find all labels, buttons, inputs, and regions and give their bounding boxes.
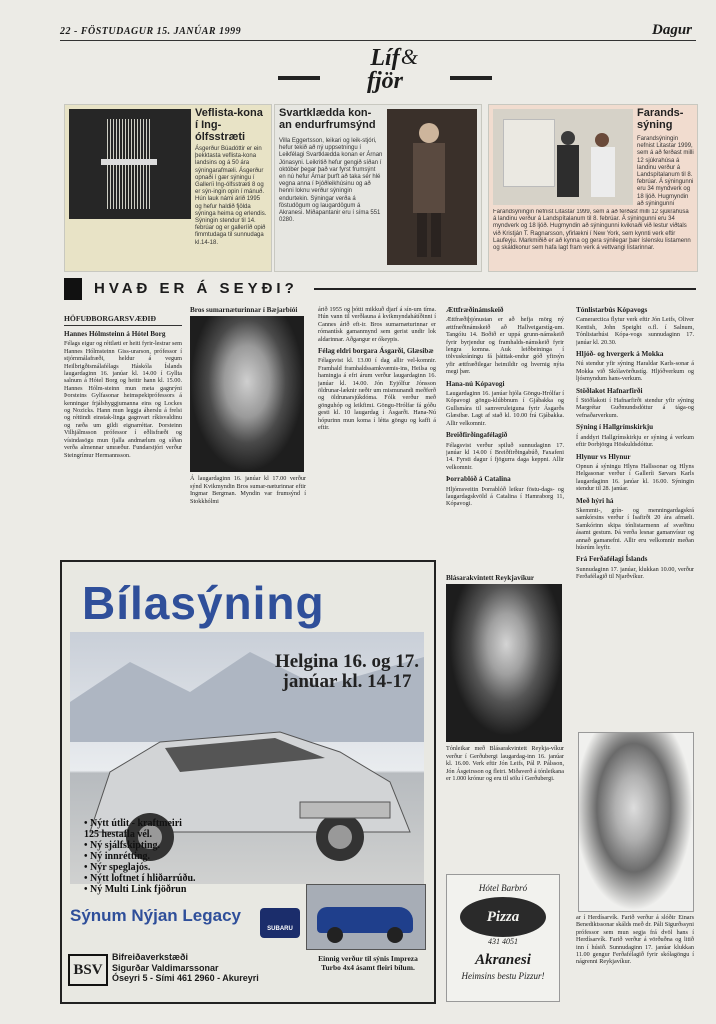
event-title: Breiðfirðingafélagið [446, 431, 508, 440]
column-2 [190, 306, 306, 556]
event-body: Í anddyri Hallgrímskirkju er sýning á verkum eftir Þorbjörgu Höskuldsdóttur. [576, 433, 694, 449]
pizza-hotel: Hótel Barbró [478, 883, 528, 893]
feature-body: Ásgerður Búadóttir er ein þekktasta veflista-kona landsins og á 50 ára sýningarafmæli. Ásgerður opnaði í gær sýningu í Galleríi Ing-ólfsstræti 8 og er sýn-ingin opin í mánuð. Hún lauk námi árið 1995 og hefur haldið fjölda sýninga heima og erlendis. Sýningin stendur til 14. febrúar og er gallerííð opið fimmtudaga til sunnudaga kl.14-18. [195, 146, 267, 246]
events-banner-title: HVAÐ ER Á SEYÐI? [94, 280, 298, 297]
pizza-advert [446, 874, 560, 1002]
advert-features [84, 818, 196, 895]
theatre-photo [387, 109, 477, 265]
feature-body: Villa Eggertsson, leikari og leik-stjóri, hefur tekið að ný uppsetningu í Leikfélagi Svartklædda konan er Árnan Jónasyni. Leikritið hefur gengið síðan í október þegar það var fyrst frumsýnt en nú hefur Árnar þurft að taka sér hlé vegna anna í Þjóðleikhúsinu og að henni loknu verður sýningin endurtekin. Sýningar verða á föstudögum og laugardögum á Akranesi. Miðapantanir eru í síma 551 0280. [279, 138, 383, 224]
event-title: Hannes Hólmsteinn á Hótel Borg [64, 330, 166, 338]
impreza-photo [306, 884, 426, 950]
feature-line: • Nýtt loftnet í hliðarrúðu. [84, 873, 196, 884]
banner-rule [314, 288, 696, 290]
pizza-phone: 431 4051 [488, 937, 518, 946]
musician-photo [446, 584, 562, 742]
column-3 [318, 306, 436, 556]
dealer-line: Sigurðar Valdimarssonar [112, 962, 219, 973]
weaving-photo [69, 109, 191, 219]
impreza-note: Einnig verður til sýnis Impreza Turbo 4x4 ásamt fleiri bílum. [318, 954, 418, 972]
event-body: Ættfræðiþjónustan er að hefja mörg ný ættfræðinámskeið að Hallveigarstíg-um. Tangóiu 14. Boðið er uppá grunn-námskeið fyrir byrjendur og framhalds-námskeið fyrir lengra komna. Auk leiðbeininga í tölvuskráningu fá þátttak-endur góð yfirsýn yfir ættfræðilegar heimildir og hvernig nýta megi þær. [446, 316, 564, 376]
event-body: Í Stöðlakoti í Hafnarfirði stendur yfir sýning Margrétar Guðmundsdóttur á tága-og vefnaðarverkum. [576, 397, 694, 419]
feature-title: Svartklædda kon-an endurfrumsýnd [279, 107, 376, 131]
banner-block [64, 278, 82, 300]
feature-exhibition [488, 104, 698, 272]
events-banner [64, 278, 696, 300]
column-4 [446, 306, 564, 560]
event-title: Blásarakvintett Reykjavíkur [446, 574, 535, 582]
car-show-advert [60, 560, 436, 1004]
event-title: Hljóð- og hvergerk á Mokka [576, 350, 664, 359]
column-4-lower [446, 574, 564, 864]
event-title: Með hýri há [576, 496, 614, 505]
event-title: Stöðlakot Hafnarfirði [576, 386, 643, 395]
page-header [60, 22, 696, 40]
feature-body-continued: Farandsýningin nefnist Litastar 1999, sem á að ferðast milli 12 sjúkrahúsa á landinu verður á Landspítalanum til 8. febrúar. Á sýningunni eru 34 myndverk og 18 ljóð. Hugmyndin að sýningunni kviknaði við lestur viðtals við Kristján T. Ragnarsson, yfirlækni í New York, sem kynnti verk eftir Laufeyju. Markmiðið er að kynna og gera sýnilegar þær íslensku listamenn og skáldkonur sem hafa lagt fram verk á vettvangi listarinnar. [493, 209, 691, 252]
dealer-line: Bifreiðaverkstæði [112, 952, 189, 962]
event-body: Hljómsveitin Þorrablóð leikur föstu-dags- og laugardagskvöld á Catalina í Hamraborg 11, Kópavogi. [446, 485, 564, 508]
feature-title: Farands-sýning [637, 107, 684, 131]
divider [450, 76, 492, 80]
event-title: Frá Ferðafélagi Íslands [576, 555, 648, 564]
event-title: Ættfræðinámskeið [446, 306, 504, 314]
event-body: Félagsvist kl. 13.00 í dag allir vel-komnir. Framhald framhaldssamkvæmis-ins, Heilsa og hamingja á efri árum verður laugardaginn 16. janúar kl. 14.00. Jón Eyjólfur Jónsson öldrunar-læknir ræðir um mismunandi meðferð og öldrunarsjúkdóma. Fólk verður með gönguhóp og leikfimi. Göngu-Hrólfar fá góðu gesti kl. 10 laugardag í Ásgarði. Hana-Nú hópurinn mun koma í létta göngu og kaffi á eftir. [318, 357, 436, 432]
exhibition-photo [493, 109, 633, 205]
column-5 [576, 306, 694, 726]
column-1 [64, 314, 182, 550]
event-title: Hana-nú Kópavogi [446, 379, 505, 388]
feature-theatre [274, 104, 482, 272]
event-body: árið 1955 og þótti mikkuð djarf á sín-um tíma. Hún vann til verðlauna á kvikmyndahátíðinni í Cannes árið eft-ir. Bros sumarnæturinnar er rómantísk gamanmynd sem gerist undir lok aldarinnar. Aðgangur er ókeypis. [318, 306, 436, 343]
section-logo-line1: Líf [370, 45, 400, 71]
section-logo [330, 46, 440, 96]
page-date: 22 - FÖSTUDAGUR 15. JANÚAR 1999 [60, 26, 242, 37]
event-title: Hlynur vs Hlynur [576, 452, 631, 461]
event-body: Félags eigur og réttlæti er heiti fyrir-lestrar sem Hannes Hólmsteinn Giss-urarson, prófessor í stjórnmálafræði, heldur á vegum Heilbrigðismálafélags Háskóla Íslands laugardaginn 16. janúar kl. 14.00 í Gyllta salnum á Hótel Borg og heitir hann kl. 15.00. Hannes Hólm-steinn mun meta gagnrýni Þorsteins Gylfasonar heimspekiprófessors á kenningar frjálshyggjumanna eins og Lockes og Nozicks. Hann mun leggja áherslu á frelsi og réttindi einstak-linga gagnvart ríkisvaldinu og ræða um gildi eignarréttar. Þorsteinn Vilhjálmsson prófessor í eðlisfræði og vísindasögu mun fjalla andmælum og síðan verða almennar umræður. Fundarstjóri verður Steingrímur Hermannsson. [64, 340, 182, 459]
pizza-logo [460, 897, 546, 937]
subaru-logo-text: SUBARU [267, 926, 293, 932]
event-title: Sýning í Hallgrímskirkju [576, 423, 654, 432]
photo-caption: Á laugardaginn 16. janúar kl 17.00 verður sýnd Kvikmyndin Bros sumar-næturinnar eftir Ingmar Bergman. Myndin var frumsýnd í Stokkhólmi [190, 475, 306, 505]
subaru-logo [260, 908, 300, 938]
header-rule [60, 40, 696, 41]
event-body: Skemmti-, grín- og menningardagskrá samkórsins verður í Ísafirði 20 ára afmæli. Samkórinn skipa tónlistarmenn af svæðinu ásamt gestum. Þá verða lesnar gamanvísur og annað gamanefni. Allir eru velkomnir meðan húsrúm leyfir. [576, 506, 694, 551]
event-title: Bros sumarnæturinnar í Bæjarbíói [190, 306, 298, 314]
photo-caption: Tónleikar með Blásarakvintett Reykja-víkur verður í Gerðubergi laugardag-inn 16. janúar kl. 16.00. Verk eftir Jón Leifs, Pál P. Pálsson, Jón Ásgeirsson og fleiri. Miðaverð á tónleikana er 1.000 krónur og eru til sölu í Gerðubergi. [446, 745, 564, 783]
feature-line: 125 hestafla vél. [84, 829, 153, 840]
region-heading: HÖFUÐBORGARSVÆÐIÐ [64, 314, 182, 326]
advert-slogan: Sýnum Nýjan Legacy [70, 906, 242, 925]
event-title: Þorrablóð á Catalina [446, 475, 511, 484]
column-5-lower [576, 914, 694, 1008]
event-body: ar í Herdísarvík. Farið verður á slóðir Einars Benediktssonar skálds með dr. Páli Sigurðssyni prófessor sem mun segja frá dvöl hans í Herdísarvík. Farið verður á vörðuðna og litið inn í húsið. Sunnudaginn 17. janúar klukkan 11.00 gengur Ferðafélagið fyrir skólagöngu í nágrenni Reykjavíkur. [576, 914, 694, 966]
feature-body: Farandsýningin nefnist Litastar 1999, sem á að ferðast milli 12 sjúkrahúsa á landinu verður á Landspítalanum til 8. febrúar. Á sýningunni eru 34 myndverk og 18 ljóð. Hugmyndin að sýningunni [637, 136, 694, 207]
feature-line: • Ný Multi Link fjöðrun [84, 884, 187, 895]
feature-line: • Nýtt útlit - kraftmeiri [84, 818, 182, 829]
dealer-line: Óseyri 5 - Sími 461 2960 - Akureyri [112, 973, 259, 983]
feature-title: Veflista-kona í Ing-ólfsstræti [195, 107, 263, 143]
advert-date: Helgina 16. og 17. janúar kl. 14-17 [274, 651, 420, 692]
feature-line: • Ný sjálfskipting. [84, 840, 161, 851]
einar-portrait [578, 732, 694, 912]
feature-weaving [64, 104, 272, 272]
pizza-town: Akranesi [475, 952, 531, 968]
event-body: Nú stendur yfir sýning Haraldar Karls-sonar á Mokka við Skólavörðustíg. Hljóðverkum og ljósmyndum hans-verkum. [576, 360, 694, 383]
event-body: Opnun á sýningu Hlyns Hallssonar og Hlyns Helgasonar verður í Galleríi Sævars Karls laugardaginn 16. janúar kl. 16.00. Sýningin stendur til 28. janúar. [576, 462, 694, 493]
feature-line: • Nýr speglajós. [84, 862, 151, 873]
event-body: Félagsvist verður spiluð sunnudaginn 17. janúar kl 14.00 í Breiðfirðingabúð, Faxafeni 14. Fyrsti dagur í fjögurra daga keppni. Allir velkomnir. [446, 441, 564, 471]
pizza-slogan: Heimsins bestu Pizzur! [461, 971, 545, 981]
event-body: Sunnudaginn 17. janúar, klukkan 10.00, verður Ferðafélagið til Njarðvíkur. [576, 565, 694, 581]
event-body: Laugardaginn 16. janúar hjóla Göngu-Hrólfar í Kópavogi göngu-klúbbnum í Gjábakka og Gullsmára til samveruleiguna fyrir Ásgarðs Glæsibæ. Lagt af stað kl. 10.00 frá Gjábakka. Allir velkomnir. [446, 390, 564, 427]
pizza-logo-text: Pizza [486, 909, 520, 925]
dealer-info [112, 952, 259, 984]
dealer-logo: BSV [68, 954, 108, 986]
bergman-photo [190, 316, 304, 472]
event-body: Camerarctica flytur verk eftir Jón Leifs, Oliver Kentish, John Speight o.fl. í Salnum, Tónlistarhúsi Kópa-vogs sunnudaginn 17. janúar kl. 20.30. [576, 316, 694, 346]
section-logo-line2: fjör [367, 68, 403, 94]
newspaper-logo: Dagur [651, 22, 692, 38]
event-title: Tónlistarbús Kópavogs [576, 306, 648, 314]
feature-line: • Ný innrétting. [84, 851, 151, 862]
event-title: Félag eldri borgara Ásgarði, Glæsibæ [318, 347, 434, 356]
advert-title: Bílasýning [82, 577, 325, 629]
section-logo-amp: & [400, 44, 418, 69]
divider [278, 76, 320, 80]
